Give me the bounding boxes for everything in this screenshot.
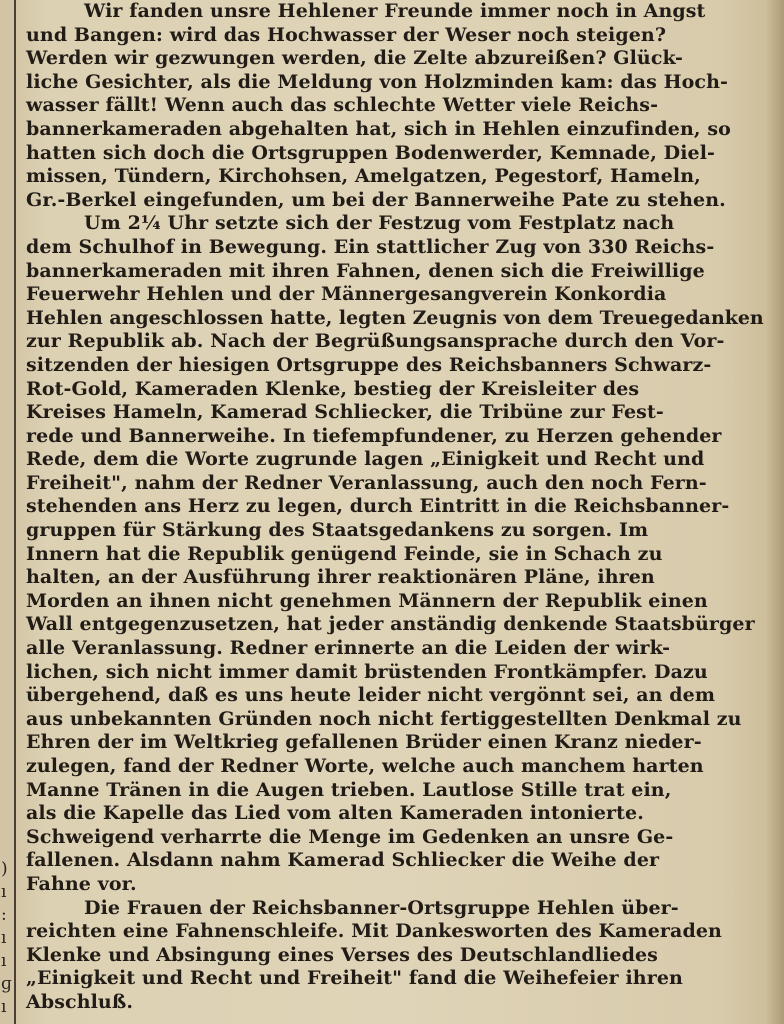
text-line: Wir fanden unsre Hehlener Freunde immer noch in Angst	[84, 0, 706, 22]
text-line: Abschluß.	[26, 990, 134, 1013]
text-line: Klenke und Absingung eines Verses des Deutschlandliedes	[26, 943, 658, 966]
text-line: missen, Tündern, Kirchohsen, Amelgatzen, Pegestorf, Hameln,	[26, 165, 701, 188]
margin-mark: ı	[1, 951, 7, 971]
text-line: Die Frauen der Reichsbanner-Ortsgruppe Hehlen über-	[84, 896, 679, 919]
text-line: gruppen für Stärkung des Staatsgedankens zu sorgen. Im	[26, 519, 649, 542]
margin-mark: ı	[1, 997, 7, 1017]
text-line: Rede, dem die Worte zugrunde lagen „Einigkeit und Recht und	[26, 448, 705, 471]
text-line: übergehend, daß es uns heute leider nicht vergönnt sei, an dem	[26, 684, 716, 707]
text-line: Fahne vor.	[26, 872, 137, 895]
text-line: wasser fällt! Wenn auch das schlechte Wetter viele Reichs-	[26, 94, 659, 117]
column-rule	[14, 0, 16, 1024]
text-line: Ehren der im Weltkrieg gefallenen Brüder einen Kranz nieder-	[26, 731, 702, 754]
text-line: und Bangen: wird das Hochwasser der Weser noch steigen?	[26, 23, 667, 46]
text-line: reichten eine Fahnenschleife. Mit Dankesworten des Kameraden	[26, 920, 722, 943]
text-line: aus unbekannten Gründen noch nicht fertiggestellten Denkmal zu	[26, 707, 742, 730]
text-line: als die Kapelle das Lied vom alten Kameraden intonierte.	[26, 802, 644, 825]
text-line: „Einigkeit und Recht und Freiheit" fand die Weihefeier ihren	[26, 967, 683, 990]
margin-mark: )	[1, 859, 8, 879]
margin-marks	[1, 858, 11, 1019]
text-line: Kreises Hameln, Kamerad Schliecker, die Tribüne zur Fest-	[26, 401, 664, 424]
text-line: bannerkameraden mit ihren Fahnen, denen sich die Freiwillige	[26, 259, 705, 282]
article-text	[26, 0, 764, 1015]
text-line: dem Schulhof in Bewegung. Ein stattlicher Zug von 330 Reichs-	[26, 235, 715, 258]
text-line: sitzenden der hiesigen Ortsgruppe des Reichsbanners Schwarz-	[26, 353, 712, 376]
text-line: Gr.-Berkel eingefunden, um bei der Bannerweihe Pate zu stehen.	[26, 188, 726, 211]
text-line: stehenden ans Herz zu legen, durch Eintritt in die Reichsbanner-	[26, 495, 730, 518]
text-line: lichen, sich nicht immer damit brüstenden Frontkämpfer. Dazu	[26, 660, 708, 683]
text-line: hatten sich doch die Ortsgruppen Bodenwerder, Kemnade, Diel-	[26, 141, 716, 164]
margin-mark: ɡ	[1, 974, 12, 994]
text-line: halten, an der Ausführung ihrer reaktionären Pläne, ihren	[26, 566, 655, 589]
margin-mark: :	[1, 905, 7, 925]
text-line: zur Republik ab. Nach der Begrüßungsansprache durch den Vor-	[26, 330, 725, 353]
text-line: Rot-Gold, Kameraden Klenke, bestieg der Kreisleiter des	[26, 377, 640, 400]
text-line: Innern hat die Republik genügend Feinde, sie in Schach zu	[26, 542, 663, 565]
text-line: Feuerwehr Hehlen und der Männergesangverein Konkordia	[26, 283, 667, 306]
margin-mark: ı	[1, 882, 7, 902]
margin-mark: ı	[1, 928, 7, 948]
text-line: Manne Tränen in die Augen trieben. Lautlose Stille trat ein,	[26, 778, 672, 801]
text-line: Morden an ihnen nicht genehmen Männern der Republik einen	[26, 589, 708, 612]
text-line: Um 2¼ Uhr setzte sich der Festzug vom Festplatz nach	[84, 212, 675, 235]
text-line: alle Veranlassung. Redner erinnerte an die Leiden der wirk-	[26, 637, 671, 660]
text-line: Freiheit", nahm der Redner Veranlassung, auch den noch Fern-	[26, 471, 707, 494]
text-line: Werden wir gezwungen werden, die Zelte abzureißen? Glück-	[26, 47, 683, 70]
text-line: bannerkameraden abgehalten hat, sich in Hehlen einzufinden, so	[26, 117, 731, 140]
text-line: fallenen. Alsdann nahm Kamerad Schliecker die Weihe der	[26, 849, 660, 872]
text-line: Wall entgegenzusetzen, hat jeder anständig denkende Staatsbürger	[26, 613, 755, 636]
text-line: zulegen, fand der Redner Worte, welche auch manchem harten	[26, 755, 704, 777]
text-line: liche Gesichter, als die Meldung von Holzminden kam: das Hoch-	[26, 70, 728, 93]
text-line: Schweigend verharrte die Menge im Gedenken an unsre Ge-	[26, 825, 674, 848]
text-line: rede und Bannerweihe. In tiefempfundener, zu Herzen gehender	[26, 424, 722, 447]
text-line: Hehlen angeschlossen hatte, legten Zeugnis von dem Treuegedanken	[26, 306, 764, 329]
page-fold-shadow	[766, 0, 784, 1024]
